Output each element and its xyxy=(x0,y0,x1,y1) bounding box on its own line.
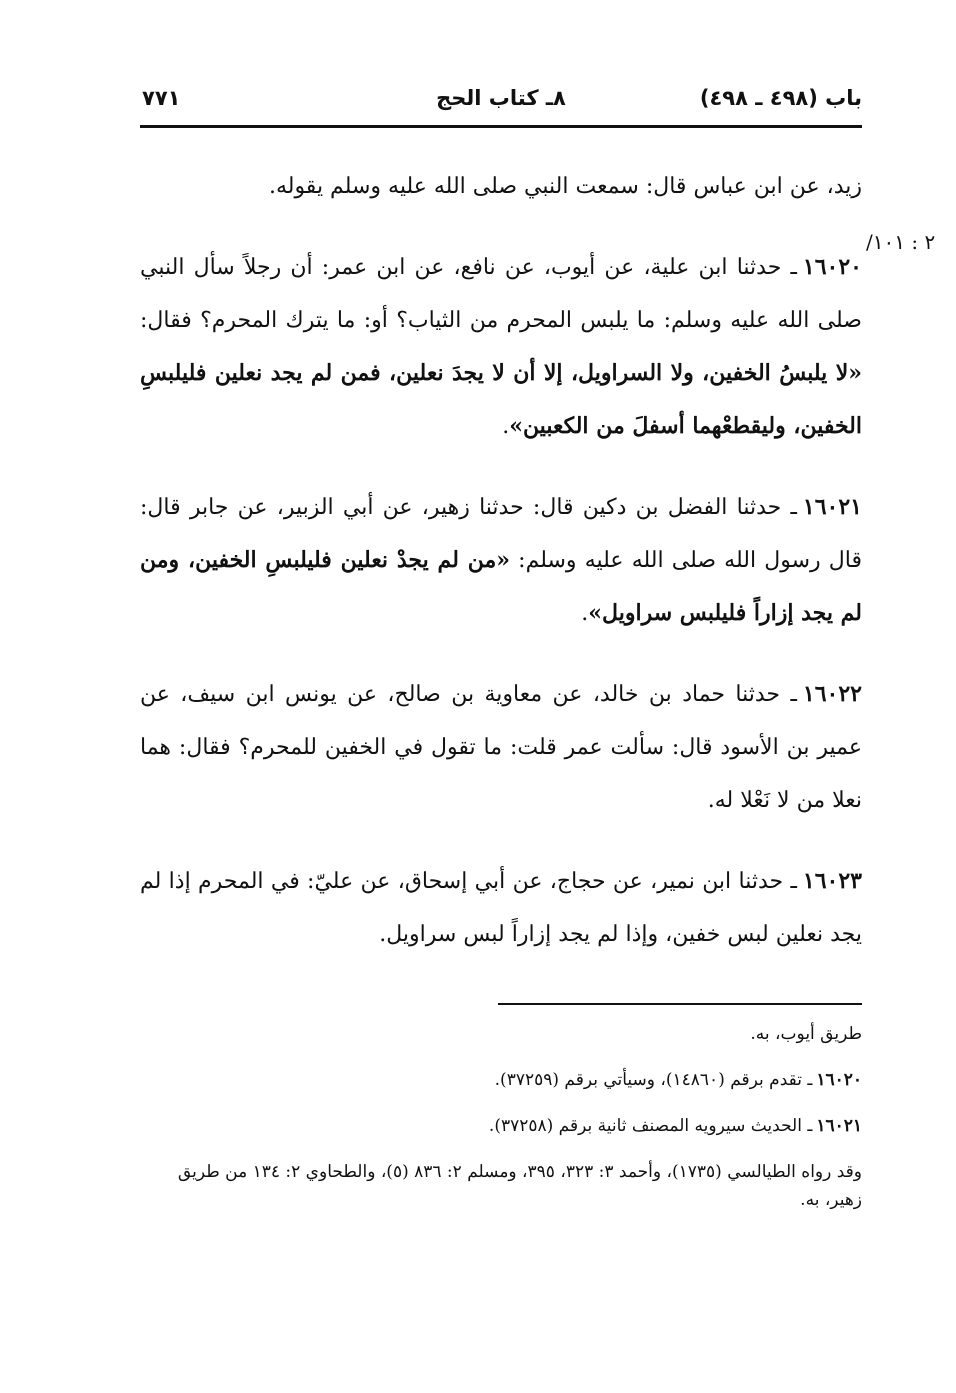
hadith-end: . xyxy=(581,601,589,626)
footnote-line: طريق أيوب، به. xyxy=(750,1024,862,1044)
footnote-16021 xyxy=(140,1112,862,1140)
footnote-sources: وقد رواه الطيالسي (١٧٣٥)، وأحمد ٣: ٣٢٣، ٣٩٥، ومسلم ٢: ٨٣٦ (٥)، والطحاوي ٢: ١٣٤ من طريق زهير، به. xyxy=(177,1162,862,1210)
hadith-16022 xyxy=(140,668,862,827)
margin-reference: /٢ : ١٠١ xyxy=(866,230,936,254)
hadith-end: . xyxy=(502,414,510,439)
hadith-quote: «من لم يجدْ نعلين فليلبسِ الخفين، ومن لم يجد إزاراً فليلبس سراويل» xyxy=(140,547,862,626)
footnote-number: ١٦٠٢٠ xyxy=(816,1070,862,1090)
footnote-16020 xyxy=(140,1066,862,1094)
hadith-quote: «لا يلبسُ الخفين، ولا السراويل، إلا أن لا يجدَ نعلين، فمن لم يجد نعلين فليلبسِ الخفين، وليقطعْهما أسفلَ من الكعبين» xyxy=(140,360,862,439)
chapter-range: باب (٤٩٨ ـ ٤٩٨) xyxy=(699,86,862,110)
intro-paragraph: زيد، عن ابن عباس قال: سمعت النبي صلى الله عليه وسلم يقوله. xyxy=(268,174,862,199)
hadith-number: ١٦٠٢١ xyxy=(802,494,862,520)
hadith-number: ١٦٠٢٢ xyxy=(802,681,862,707)
page-header xyxy=(140,78,862,124)
hadith-16021 xyxy=(140,481,862,640)
header-divider xyxy=(140,125,862,128)
hadith-text: ـ حدثنا ابن نمير، عن حجاج، عن أبي إسحاق، عن عليّ: في المحرم إذا لم يجد نعلين لبس خفين، وإذا لم يجد إزاراً لبس سراويل. xyxy=(140,869,862,947)
hadith-text: ـ حدثنا الفضل بن دكين قال: حدثنا زهير، عن أبي الزبير، عن جابر قال: قال رسول الله صلى الله عليه وسلم: xyxy=(140,495,862,573)
hadith-16020 xyxy=(140,241,862,453)
footnote-number: ١٦٠٢١ xyxy=(816,1116,862,1136)
book-title: ٨ـ كتاب الحج xyxy=(436,86,566,110)
footnote-text: ـ الحديث سيرويه المصنف ثانية برقم (٣٧٢٥٨). xyxy=(488,1116,813,1136)
footnotes xyxy=(140,1020,862,1214)
page-number: ٧٧١ xyxy=(142,86,181,110)
hadith-number: ١٦٠٢٣ xyxy=(802,868,862,894)
hadith-16023 xyxy=(140,855,862,961)
footnote-text: ـ تقدم برقم (١٤٨٦٠)، وسيأتي برقم (٣٧٢٥٩). xyxy=(494,1070,813,1090)
hadith-number: ١٦٠٢٠ xyxy=(802,254,862,280)
hadith-text: ـ حدثنا ابن علية، عن أيوب، عن نافع، عن ابن عمر: أن رجلاً سأل النبي صلى الله عليه وسلم: ما يلبس المحرم من الثياب؟ أو: ما يترك المحرم؟ فقال: xyxy=(140,255,862,333)
footnote-divider xyxy=(498,1003,862,1005)
hadith-text: ـ حدثنا حماد بن خالد، عن معاوية بن صالح، عن يونس ابن سيف، عن عمير بن الأسود قال: سألت عمر قلت: ما تقول في الخفين للمحرم؟ فقال: هما نعلا من لا نَعْلا له. xyxy=(140,682,862,813)
main-text xyxy=(140,160,862,961)
